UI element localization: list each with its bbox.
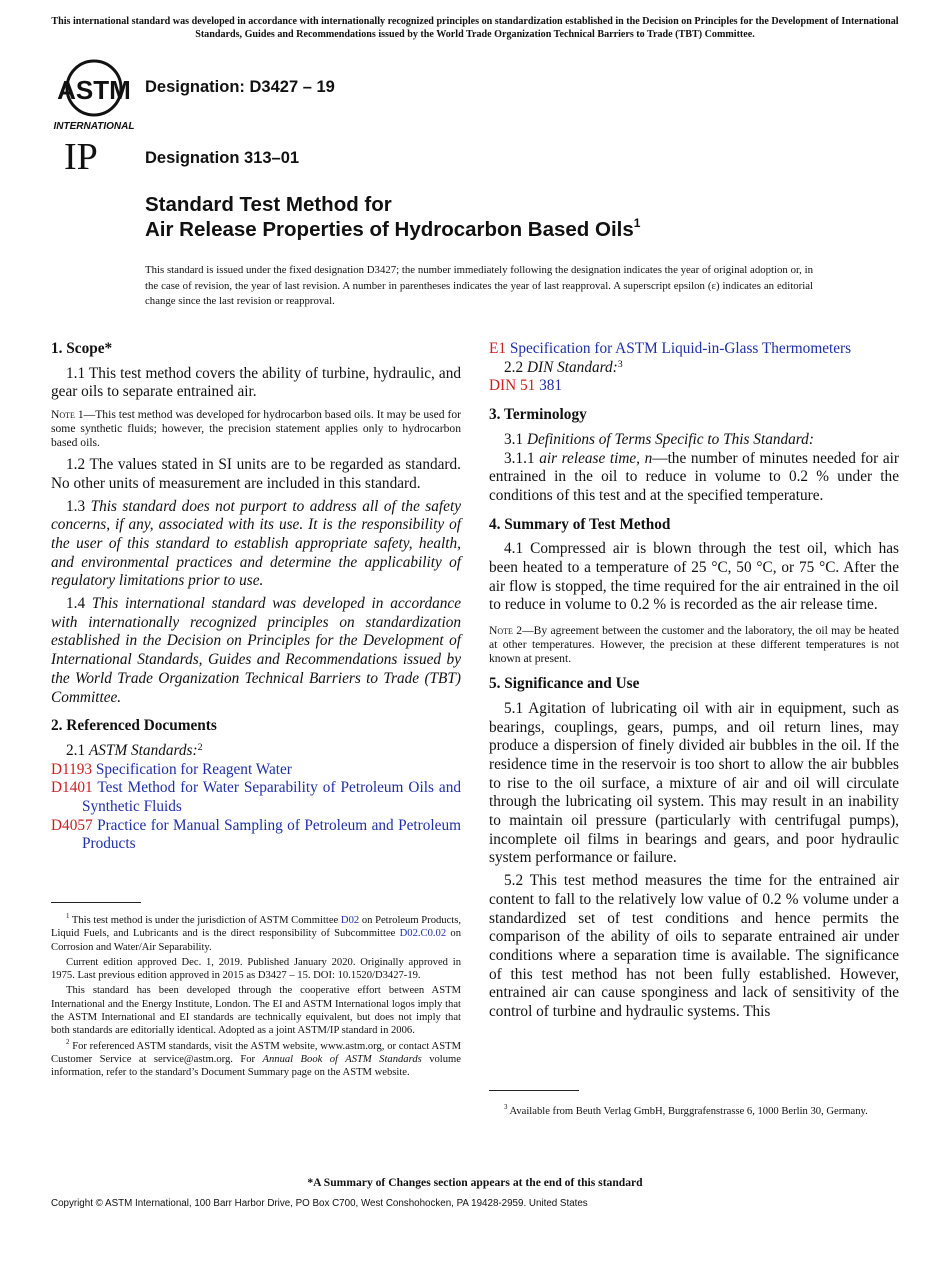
footnote-3: $^3$ Available from Beuth Verlag GmbH, Burggrafenstrasse 6, 1000 Berlin 30, Germany. — [504, 1104, 868, 1117]
section-4-heading: 4. Summary of Test Method — [489, 515, 671, 533]
right-column — [489, 340, 899, 1022]
svg-text:ASTM: ASTM — [57, 75, 131, 105]
ref-e1-link[interactable]: E1 Specification for ASTM Liquid-in-Glass Thermometers — [489, 340, 852, 357]
note-1: Note 1—This test method was developed for hydrocarbon based oils. It may be used for some synthetic fluids; however, the precision statement applies only to hydrocarbon based oils. — [51, 408, 461, 450]
para-5-1: 5.1 Agitation of lubricating oil with air in equipment, such as bearings, couplings, gears, pumps, and oil return lines, may produce a dispersion of finely divided air bubbles in the oil. If the residence time in the reservoir is too short to allow the air bubbles to rise to the oil surface, a mixture of air and oil will circulate through the lubricating oil system. This may result in an inability to maintain oil pressure (particularly with centrifugal pumps), incomplete oil films in bearings and gears, and poor hydraulic system performance or failure. — [489, 699, 899, 867]
para-1-4: 1.4 This international standard was developed in accordance with internationally recognized principles on standardization established in the Decision on Principles for the Development of International Standards, Guides and Recommendations issued by the World Trade Organization Technical Barriers to Trade (TBT) Committee. — [51, 595, 461, 706]
committee-d02-link[interactable]: D02 — [340, 915, 360, 926]
section-3-heading: 3. Terminology — [489, 406, 587, 424]
footnote-1-joint: This standard has been developed through the cooperative effort between ASTM International and the Energy Institute, London. The EI and ASTM International logos imply that the ASTM International and EI standards are technically equivalent, but does not imply that both standards are editorially identical. Adopted as a joint ASTM/IP standard in 2006. — [51, 985, 461, 1037]
section-2-heading: 2. Referenced Documents — [51, 717, 217, 735]
ip-logo-icon — [62, 136, 106, 176]
left-footnotes — [51, 902, 461, 1080]
para-1-3: 1.3 This standard does not purport to address all of the safety concerns, if any, associated with its use. It is the responsibility of the user of this standard to establish appropriate safety, health, and environmental practices and determine the applicability of regulatory limitations prior to use. — [51, 497, 461, 590]
note-2: Note 2—By agreement between the customer and the laboratory, the oil may be heated at other temperatures. However, the precision at these different temperatures is not known at present. — [489, 624, 899, 666]
ref-d1401-link[interactable]: D1401 Test Method for Water Separability of Petroleum Oils and Synthetic Fluids — [51, 779, 461, 816]
footnote-1: $^1$ This test method is under the jurisdiction of ASTM Committee D02 on Petroleum Products, Liquid Fuels, and Lubricants and is the direct responsibility of Subcommittee D02.C0.02 on Corrosion and Water/Air Separability. — [51, 913, 462, 953]
summary-of-changes-notice: *A Summary of Changes section appears at the end of this standard — [307, 1176, 643, 1189]
svg-text:IP: IP — [64, 136, 98, 176]
para-5-2: 5.2 This test method measures the time for the entrained air content to fall to the relatively low value of 0.2 % volume under a standardized set of test conditions and hence permits the comparison of the ability of oils to separate entrained air under conditions where a separation time is available. The significance of this test method has not been fully established. However, entrained air can cause sponginess and lack of sensitivity of the control of turbine and hydraulic systems. This — [489, 872, 899, 1021]
para-1-2: 1.2 The values stated in SI units are to be regarded as standard. No other units of measurement are included in this standard. — [51, 456, 461, 492]
subcommittee-link[interactable]: D02.C0.02 — [399, 928, 447, 940]
designation-ip: Designation 313–01 — [145, 149, 300, 167]
ref-d4057-link[interactable]: D4057 Practice for Manual Sampling of Petroleum and Petroleum Products — [51, 816, 461, 853]
left-column — [51, 340, 461, 854]
para-4-1: 4.1 Compressed air is blown through the test oil, which has been heated to a temperature of 25 °C, 50 °C, or 75 °C. After the air flow is stopped, the time required for the air entrained in the oil to reduce in volume to 0.2 % is recorded as the air release time. — [489, 540, 899, 614]
page-title — [145, 192, 640, 242]
footnote-1-edition: Current edition approved Dec. 1, 2019. Published January 2020. Originally approved in 1975. Last previous edition approved in 2015 as D3427 – 15. DOI: 10.1520/D3427-19. — [51, 956, 461, 982]
issuance-statement: This standard is issued under the fixed designation D3427; the number immediately following the designation indicates the year of original adoption or, in the case of revision, the year of last revision. A number in parentheses indicates the year of last reapproval. A superscript epsilon (ε) indicates an editorial change since the last revision or reapproval. — [145, 264, 813, 307]
para-3-1-1: 3.1.1 air release time, n—the number of minutes needed for air entrained in the oil to reduce in volume to 0.2 % under the conditions of this test and at the specified temperature. — [489, 449, 900, 504]
trade-notice: This international standard was developed in accordance with internationally recognized principles on standardization established in the Decision on Principles for the Development of International Standards, Guides and Recommendations issued by the World Trade Organization Technical Barriers to Trade (TBT) Committee. — [51, 16, 899, 40]
section-5-heading: 5. Significance and Use — [489, 675, 640, 693]
copyright-line: Copyright © ASTM International, 100 Barr Harbor Drive, PO Box C700, West Conshohocken, PA 19428-2959. United States — [51, 1198, 588, 1209]
footnote-2: $^2$ For referenced ASTM standards, visit the ASTM website, www.astm.org, or contact ASTM Customer Service at service@astm.org. For Annual Book of ASTM Standards volume information, refer to the standard’s Document Summary page on the ASTM website. — [51, 1038, 461, 1079]
designation-astm: Designation: D3427 – 19 — [145, 78, 335, 96]
right-footnotes — [489, 1090, 899, 1118]
para-2-1: 2.1 ASTM Standards:$^2$ — [66, 741, 203, 759]
title-line-2: Air Release Properties of Hydrocarbon Based Oils$^1$ — [145, 216, 641, 241]
ref-din-link[interactable]: DIN 51 381 — [489, 377, 563, 395]
title-line-1: Standard Test Method for — [145, 193, 392, 216]
para-1-1: 1.1 This test method covers the ability of turbine, hydraulic, and gear oils to separate entrained air. — [51, 364, 461, 401]
ref-d1193-link[interactable]: D1193 Specification for Reagent Water — [51, 760, 292, 778]
para-3-1: 3.1 Definitions of Terms Specific to This Standard: — [504, 430, 814, 448]
section-1-heading: 1. Scope* — [51, 340, 113, 357]
astm-logo-icon — [52, 58, 136, 132]
para-2-2: 2.2 DIN Standard:$^3$ — [504, 358, 623, 376]
svg-text:INTERNATIONAL: INTERNATIONAL — [53, 121, 135, 132]
